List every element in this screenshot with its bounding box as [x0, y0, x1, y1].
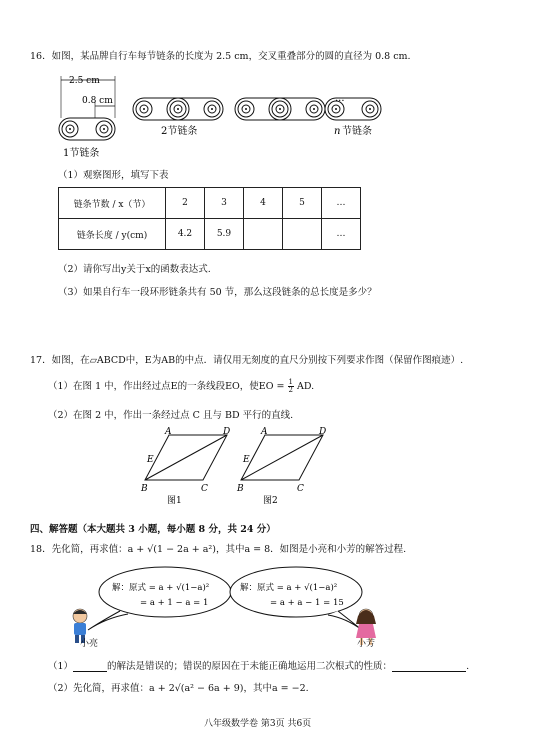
q16-part1: （1）观察图形，填写下表 [58, 170, 169, 181]
table-cell: 4.2 [166, 219, 205, 250]
q17-part1 [48, 378, 314, 394]
figure-1 [140, 427, 230, 506]
table-cell [283, 219, 322, 250]
answer-blank-2[interactable] [392, 671, 466, 672]
q17-part1-text: （1）在图 1 中，作出经过点E的一条线段EO，使EO = [48, 381, 285, 392]
chain-ellipsis: ··· [335, 96, 345, 107]
dim-inner-label: 0.8 cm [82, 96, 113, 106]
bubble1-line2: = a + 1 − a = 1 [140, 598, 209, 608]
section-4-heading: 四、解答题（本大题共 3 小题，每小题 8 分，共 24 分） [30, 524, 276, 535]
q16-stem: 16．如图，某品牌自行车每节链条的长度为 2.5 cm，交叉重叠部分的圆的直径为 0.8 cm. [30, 51, 411, 62]
q18-part1-text: 的解法是错误的；错误的原因在于未能正确地运用二次根式的性质： [107, 661, 393, 672]
q18-part1-end: . [466, 661, 470, 672]
table-cell: 5 [283, 188, 322, 219]
bubble1-line1: 解：原式 = a + √(1−a)² [112, 583, 210, 593]
point-a-2: A [261, 427, 268, 437]
q16-table [58, 187, 361, 250]
chain-two-links [133, 98, 223, 120]
point-e-1: E [147, 455, 154, 465]
point-c-2: C [297, 484, 304, 494]
point-e-2: E [243, 455, 250, 465]
frac-den: 2 [288, 386, 293, 394]
q17-part1-end: AD. [297, 381, 315, 392]
table-row [59, 188, 361, 219]
label-one-link: 1节链条 [63, 148, 100, 159]
q18-part2: （2）先化简，再求值：a + 2√(a² − 6a + 9)，其中a = −2. [48, 683, 309, 694]
table-cell: 5.9 [205, 219, 244, 250]
label-n-var: n [334, 126, 341, 137]
fraction-one-half [288, 379, 294, 394]
point-d-2: D [319, 427, 327, 437]
q17-part2: （2）在图 2 中，作出一条经过点 C 且与 BD 平行的直线. [48, 410, 294, 421]
q16-part2: （2）请你写出y关于x的函数表达式. [58, 264, 211, 275]
table-cell: 4 [244, 188, 283, 219]
point-a-1: A [165, 427, 172, 437]
table-header-y: 链条长度 / y(cm) [59, 219, 166, 250]
q18-stem: 18．先化简，再求值：a + √(1 − 2a + a²)，其中a = 8．如图是小亮和小芳的解答过程. [30, 544, 407, 555]
q17-stem: 17．如图，在▱ABCD中，E为AB的中点．请仅用无刻度的直尺分别按下列要求作图（保留作图痕迹）. [30, 355, 464, 366]
table-cell: 2 [166, 188, 205, 219]
figure-1-caption: 图1 [167, 496, 182, 506]
point-b-1: B [141, 484, 148, 494]
speech-bubble-xiaoliang [88, 567, 231, 630]
bubble2-line1: 解：原式 = a + √(1−a)² [240, 583, 338, 593]
bubble2-line2: = a + a − 1 = 15 [270, 598, 344, 608]
figure-2 [236, 427, 326, 506]
table-cell: … [322, 188, 361, 219]
chain-one-link [59, 118, 115, 140]
page-footer: 八年级数学卷 第3页 共6页 [204, 719, 312, 729]
chain-n-links [235, 96, 381, 120]
point-c-1: C [201, 484, 208, 494]
solution-bubbles [70, 564, 390, 652]
frac-num: 1 [288, 378, 293, 386]
label-two-links: 2节链条 [161, 126, 198, 137]
q16-part3: （3）如果自行车一段环形链条共有 50 节，那么这段链条的总长度是多少？ [58, 287, 377, 298]
figure-2-caption: 图2 [263, 496, 278, 506]
point-b-2: B [237, 484, 244, 494]
point-d-1: D [223, 427, 231, 437]
q18-part1-label: （1） [48, 661, 74, 672]
table-header-x: 链条节数 / x（节） [59, 188, 166, 219]
name-xiaofang: 小芳 [357, 639, 376, 649]
table-cell: 3 [205, 188, 244, 219]
table-cell [244, 219, 283, 250]
table-row [59, 219, 361, 250]
name-xiaoliang: 小亮 [80, 639, 99, 649]
chain-figure [55, 70, 385, 160]
speech-bubble-xiaofang [230, 567, 362, 630]
parallelogram-figures [135, 425, 345, 510]
answer-blank-1[interactable] [73, 671, 107, 672]
q18-part1 [48, 658, 469, 672]
label-n-links: 节链条 [342, 126, 372, 137]
table-cell: … [322, 219, 361, 250]
dim-outer-label: 2.5 cm [69, 76, 100, 86]
